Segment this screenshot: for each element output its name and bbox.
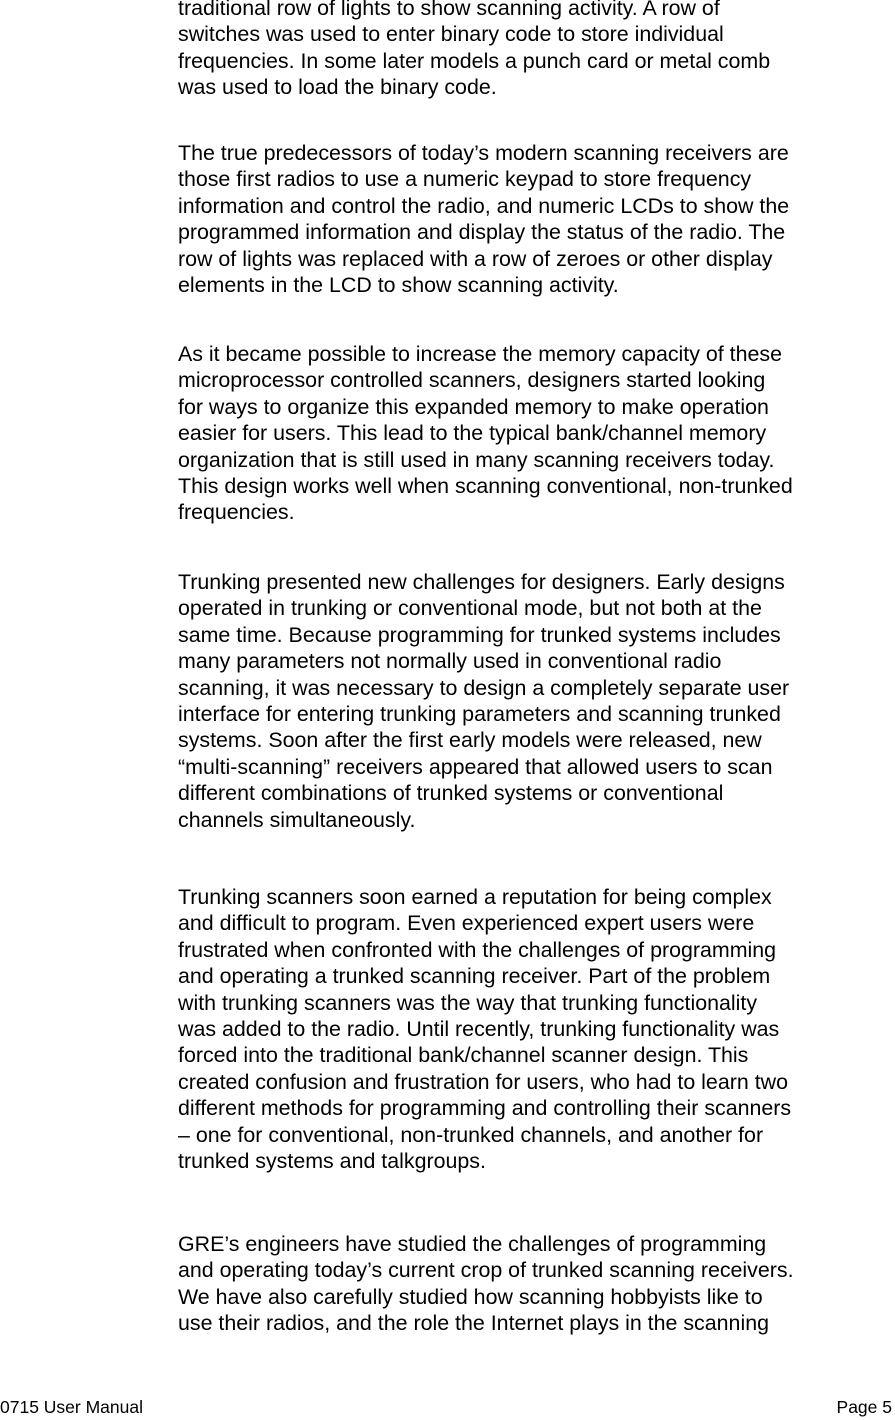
text-line: traditional row of lights to show scanning activity. A row of <box>178 0 720 20</box>
text-line: use their radios, and the role the Internet plays in the scanning <box>178 1311 769 1336</box>
text-line: forced into the traditional bank/channel scanner design. This <box>178 1043 749 1068</box>
text-line: elements in the LCD to show scanning activity. <box>178 273 619 298</box>
text-line: operated in trunking or conventional mode, but not both at the <box>178 596 762 621</box>
footer-page-number: Page 5 <box>836 1397 892 1417</box>
text-line: different combinations of trunked systems or conventional <box>178 781 724 806</box>
text-line: was added to the radio. Until recently, trunking functionality was <box>178 1017 780 1042</box>
text-line: many parameters not normally used in conventional radio <box>178 649 722 674</box>
text-line: channels simultaneously. <box>178 807 416 832</box>
text-line: systems. Soon after the first early models were released, new <box>178 728 762 753</box>
text-line: frequencies. In some later models a punch card or metal comb <box>178 48 771 73</box>
paragraph <box>178 884 791 1174</box>
text-line: organization that is still used in many scanning receivers today. <box>178 447 775 472</box>
text-line: different methods for programming and controlling their scanners <box>178 1096 792 1121</box>
text-line: was used to load the binary code. <box>178 75 497 100</box>
text-line: for ways to organize this expanded memory to make operation <box>178 394 769 419</box>
text-line: programmed information and display the status of the radio. The <box>178 220 786 245</box>
text-line: frustrated when confronted with the challenges of programming <box>178 937 777 962</box>
text-line: Trunking scanners soon earned a reputation for being complex <box>178 885 772 909</box>
text-line: This design works well when scanning conventional, non-trunked <box>178 474 793 499</box>
text-line: row of lights was replaced with a row of zeroes or other display <box>178 246 773 271</box>
text-line: As it became possible to increase the memory capacity of these <box>178 342 782 366</box>
text-line: microprocessor controlled scanners, designers started looking <box>178 368 766 393</box>
text-line: those first radios to use a numeric keypad to store frequency <box>178 167 752 192</box>
text-line: We have also carefully studied how scanning hobbyists like to <box>178 1284 763 1309</box>
text-line: easier for users. This lead to the typical bank/channel memory <box>178 421 767 446</box>
text-line: and difficult to program. Even experienced expert users were <box>178 911 755 936</box>
paragraph <box>178 341 793 526</box>
paragraph <box>178 140 789 298</box>
text-line: scanning, it was necessary to design a completely separate user <box>178 675 790 700</box>
text-line: created confusion and frustration for users, who had to learn two <box>178 1069 788 1094</box>
text-line: same time. Because programming for trunked systems includes <box>178 622 781 647</box>
text-line: “multi-scanning” receivers appeared that allowed users to scan <box>178 754 773 779</box>
text-line: – one for conventional, non-trunked channels, and another for <box>178 1122 764 1147</box>
paragraph <box>178 1231 794 1337</box>
text-line: and operating a trunked scanning receiver. Part of the problem <box>178 964 771 989</box>
paragraph <box>178 0 770 101</box>
text-line: trunked systems and talkgroups. <box>178 1149 486 1174</box>
text-line: interface for entering trunking parameters and scanning trunked <box>178 702 781 727</box>
text-line: information and control the radio, and numeric LCDs to show the <box>178 193 790 218</box>
text-line: GRE’s engineers have studied the challenges of programming <box>178 1232 767 1256</box>
text-line: switches was used to enter binary code to store individual <box>178 22 724 47</box>
text-line: and operating today’s current crop of trunked scanning receivers. <box>178 1258 794 1283</box>
text-line: The true predecessors of today’s modern scanning receivers are <box>178 141 789 165</box>
text-line: with trunking scanners was the way that trunking functionality <box>178 990 758 1015</box>
text-line: Trunking presented new challenges for designers. Early designs <box>178 570 785 594</box>
text-line: frequencies. <box>178 500 295 525</box>
footer-document-title: 0715 User Manual <box>0 1397 143 1417</box>
paragraph <box>178 569 789 833</box>
